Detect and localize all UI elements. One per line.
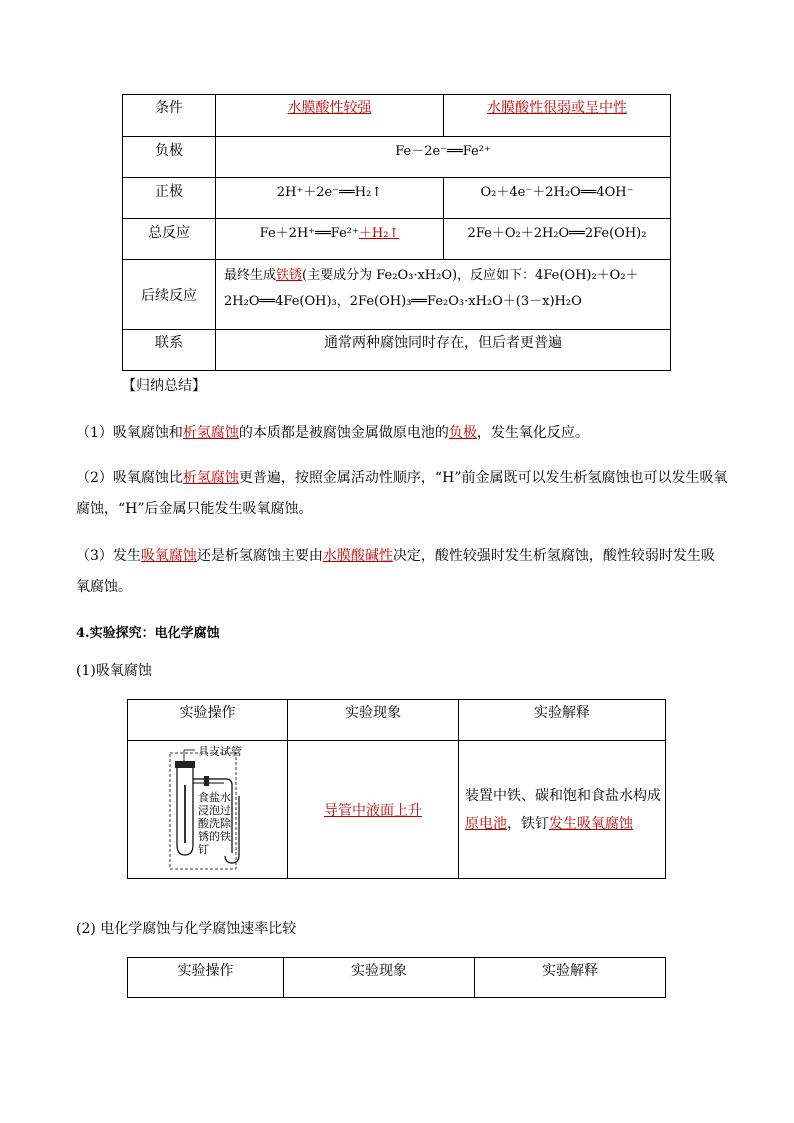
t2-header-operation: 实验操作 [128, 700, 288, 741]
section-4-sub2: (2) 电化学腐蚀与化学腐蚀速率比较 [76, 921, 297, 937]
negative-electrode-equation: Fe－2e⁻══Fe²⁺ [216, 137, 671, 178]
summary-heading: 【归纳总结】 [122, 378, 206, 394]
row-label-relation: 联系 [123, 330, 216, 371]
summary-point-2-cont: 腐蚀，“H”后金属只能发生吸氧腐蚀。 [76, 501, 313, 517]
stopper [175, 761, 195, 768]
header-neutral: 水膜酸性很弱或呈中性 [444, 95, 671, 137]
t2-header-phenomenon: 实验现象 [288, 700, 459, 741]
header-acidic: 水膜酸性较强 [216, 95, 444, 137]
relation-text: 通常两种腐蚀同时存在，但后者更普遍 [216, 330, 671, 371]
label-nail-description: 食盐水 浸泡过 酸洗除 锈的铁 钉 [198, 791, 231, 856]
summary-point-1: （1）吸氧腐蚀和析氢腐蚀的本质都是被腐蚀金属做原电池的负极，发生氧化反应。 [76, 425, 589, 441]
section-4-sub1: (1)吸氧腐蚀 [76, 663, 152, 679]
t3-header-phenomenon: 实验现象 [284, 958, 475, 998]
clamp [204, 776, 209, 786]
row-label-total: 总反应 [123, 219, 216, 260]
followup-reaction-text: 最终生成铁锈(主要成分为 Fe₂O₃·xH₂O)，反应如下：4Fe(OH)₂＋O₂＋ 2H₂O══4Fe(OH)₃，2Fe(OH)₃══Fe₂O₃·xH₂O＋(3－x)H₂O [216, 260, 671, 330]
t2-apparatus-cell [128, 741, 288, 879]
row-label-followup: 后续反应 [123, 260, 216, 330]
total-neutral-equation: 2Fe＋O₂＋2H₂O══2Fe(OH)₂ [444, 219, 671, 260]
t3-header-operation: 实验操作 [128, 958, 284, 998]
t2-phenomenon: 导管中液面上升 [288, 741, 459, 879]
summary-point-3-cont: 氧腐蚀。 [76, 579, 132, 595]
section-4-title: 4.实验探究：电化学腐蚀 [76, 626, 220, 641]
t2-explanation: 装置中铁、碳和饱和食盐水构成 原电池，铁钉发生吸氧腐蚀 [459, 741, 666, 879]
row-label-positive: 正极 [123, 178, 216, 219]
t2-header-explanation: 实验解释 [459, 700, 666, 741]
total-acidic-equation: Fe＋2H⁺══Fe²⁺＋H₂↑ [216, 219, 444, 260]
summary-point-2: （2）吸氧腐蚀比析氢腐蚀更普遍，按照金属活动性顺序，“H”前金属既可以发生析氢腐蚀也可以发生吸氧 [76, 470, 728, 486]
oxygen-corrosion-table [127, 699, 666, 879]
corrosion-comparison-table [122, 94, 671, 371]
summary-point-3: （3）发生吸氧腐蚀还是析氢腐蚀主要由水膜酸碱性决定，酸性较强时发生析氢腐蚀，酸性较弱时发生吸 [76, 548, 715, 564]
label-branched-tube: 具支试管 [198, 745, 242, 758]
header-condition: 条件 [123, 95, 216, 137]
positive-neutral-equation: O₂＋4e⁻＋2H₂O══4OH⁻ [444, 178, 671, 219]
corrosion-rate-table [127, 957, 666, 998]
positive-acidic-equation: 2H⁺＋2e⁻══H₂↑ [216, 178, 444, 219]
row-label-negative: 负极 [123, 137, 216, 178]
t3-header-explanation: 实验解释 [475, 958, 666, 998]
